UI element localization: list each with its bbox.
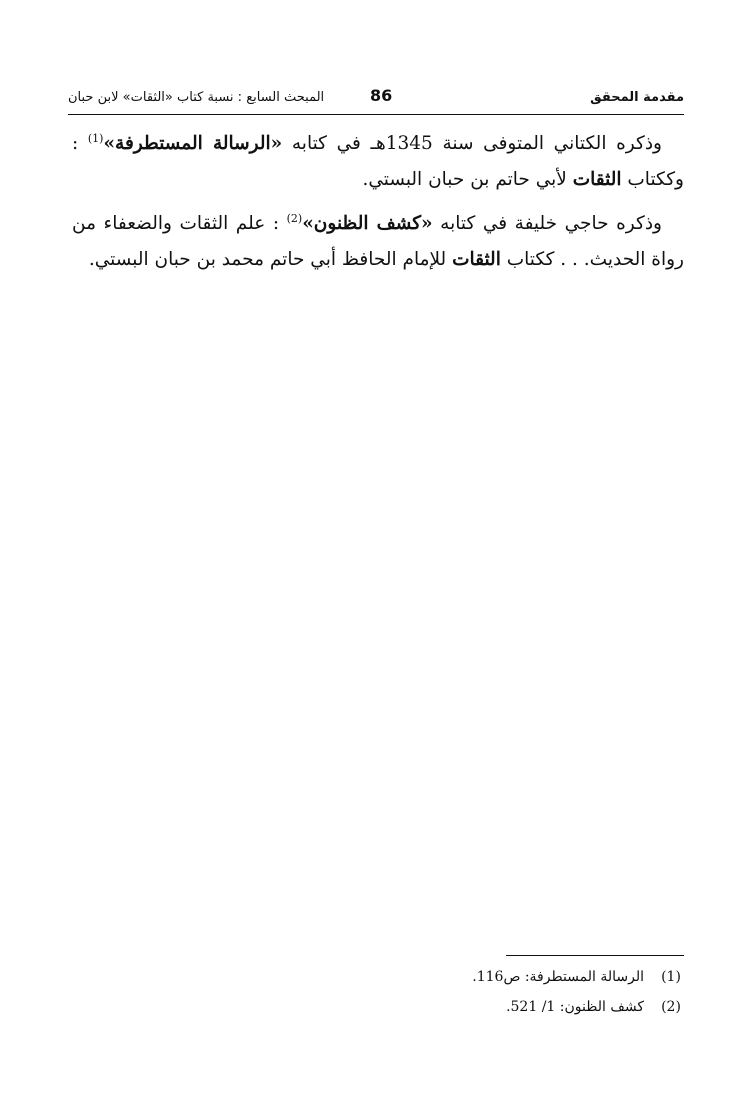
header-chapter: المبحث السابع : نسبة كتاب <box>177 90 325 105</box>
bold-term: الثقات <box>452 249 501 270</box>
body-text <box>72 126 684 286</box>
footnote-2 <box>300 992 684 1022</box>
book-title: «الرسالة المستطرفة» <box>103 133 283 154</box>
paragraph-2 <box>72 206 684 278</box>
paragraph-1 <box>72 126 684 198</box>
bold-term: الثقات <box>572 169 622 190</box>
footnote-ref[interactable]: (2) <box>286 211 303 225</box>
header-chapter-suffix: لابن حبان <box>68 90 119 105</box>
paragraph-text: وذكره الكتاني المتوفى سنة 1345هـ في كتابه <box>282 133 662 154</box>
footnote-text: الرسالة المستطرفة: ص116. <box>472 969 644 985</box>
header-chapter-book: «الثقات» <box>122 90 173 105</box>
book-title: «كشف الظنون» <box>302 213 433 234</box>
paragraph-text: للإمام الحافظ أبي حاتم محمد بن حبان البستي. <box>88 249 453 270</box>
footnote-text: كشف الظنون: 1/ 521. <box>506 999 644 1015</box>
footnote-1 <box>300 962 684 992</box>
footnotes <box>300 962 684 1022</box>
footnote-ref[interactable]: (1) <box>87 131 104 145</box>
header-rule <box>68 114 684 115</box>
paragraph-text: وذكره حاجي خليفة في كتابه <box>432 213 662 234</box>
header-chapter-title <box>68 90 324 105</box>
header-section-title: مقدمة المحقق <box>590 90 684 105</box>
paragraph-text: لأبي حاتم بن حبان البستي. <box>362 169 573 190</box>
footnote-rule <box>506 955 684 956</box>
page-number: 86 <box>370 86 393 105</box>
footnote-number: (2) <box>661 999 681 1015</box>
running-header <box>68 84 684 112</box>
paragraph-text: : وككتاب <box>72 133 684 190</box>
paragraph-text: : علم الثقات والضعفاء من رواة الحديث. . . ككتاب <box>72 213 684 270</box>
footnote-number: (1) <box>661 969 681 985</box>
